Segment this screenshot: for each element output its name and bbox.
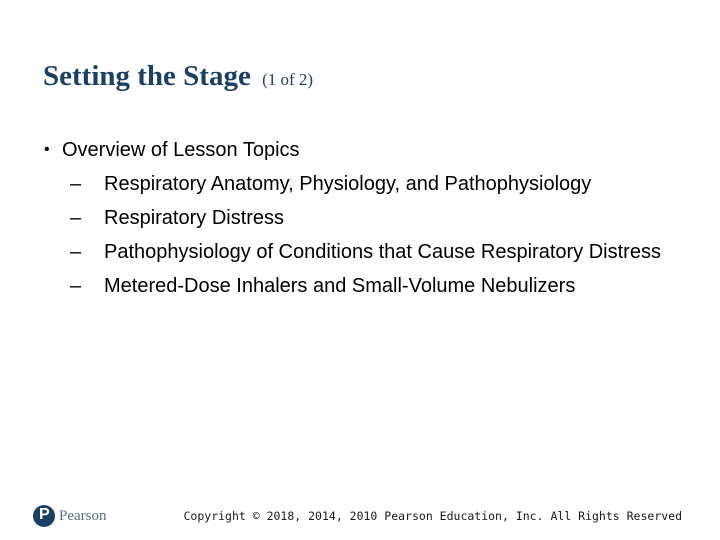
sub-bullet-marker: – bbox=[70, 173, 82, 195]
sub-bullet-marker: – bbox=[70, 207, 82, 229]
sub-bullet-list bbox=[70, 170, 694, 300]
pearson-logo-letter: P bbox=[39, 506, 50, 523]
sub-bullet-item bbox=[70, 272, 694, 300]
sub-bullet-text: Pathophysiology of Conditions that Cause Respiratory Distress bbox=[104, 241, 661, 263]
slide-content bbox=[44, 136, 694, 306]
sub-bullet-text: Respiratory Distress bbox=[104, 207, 285, 229]
slide-title bbox=[43, 60, 313, 93]
bullet-text: Overview of Lesson Topics bbox=[62, 139, 300, 161]
sub-bullet-item bbox=[70, 204, 694, 232]
bullet-marker: • bbox=[44, 141, 50, 158]
sub-bullet-marker: – bbox=[70, 241, 82, 263]
sub-bullet-item bbox=[70, 238, 694, 266]
sub-bullet-marker: – bbox=[70, 275, 82, 297]
sub-bullet-text: Respiratory Anatomy, Physiology, and Pathophysiology bbox=[104, 173, 592, 195]
bullet-item bbox=[44, 136, 694, 164]
copyright-notice: Copyright © 2018, 2014, 2010 Pearson Education, Inc. All Rights Reserved bbox=[183, 509, 682, 523]
pearson-logo-icon bbox=[33, 505, 55, 527]
slide-title-suffix: (1 of 2) bbox=[262, 70, 314, 89]
pearson-logo-text: Pearson bbox=[59, 507, 107, 524]
sub-bullet-item bbox=[70, 170, 694, 198]
pearson-logo bbox=[33, 505, 107, 527]
slide-title-text: Setting the Stage bbox=[43, 60, 251, 92]
sub-bullet-text: Metered-Dose Inhalers and Small-Volume Nebulizers bbox=[104, 275, 576, 297]
